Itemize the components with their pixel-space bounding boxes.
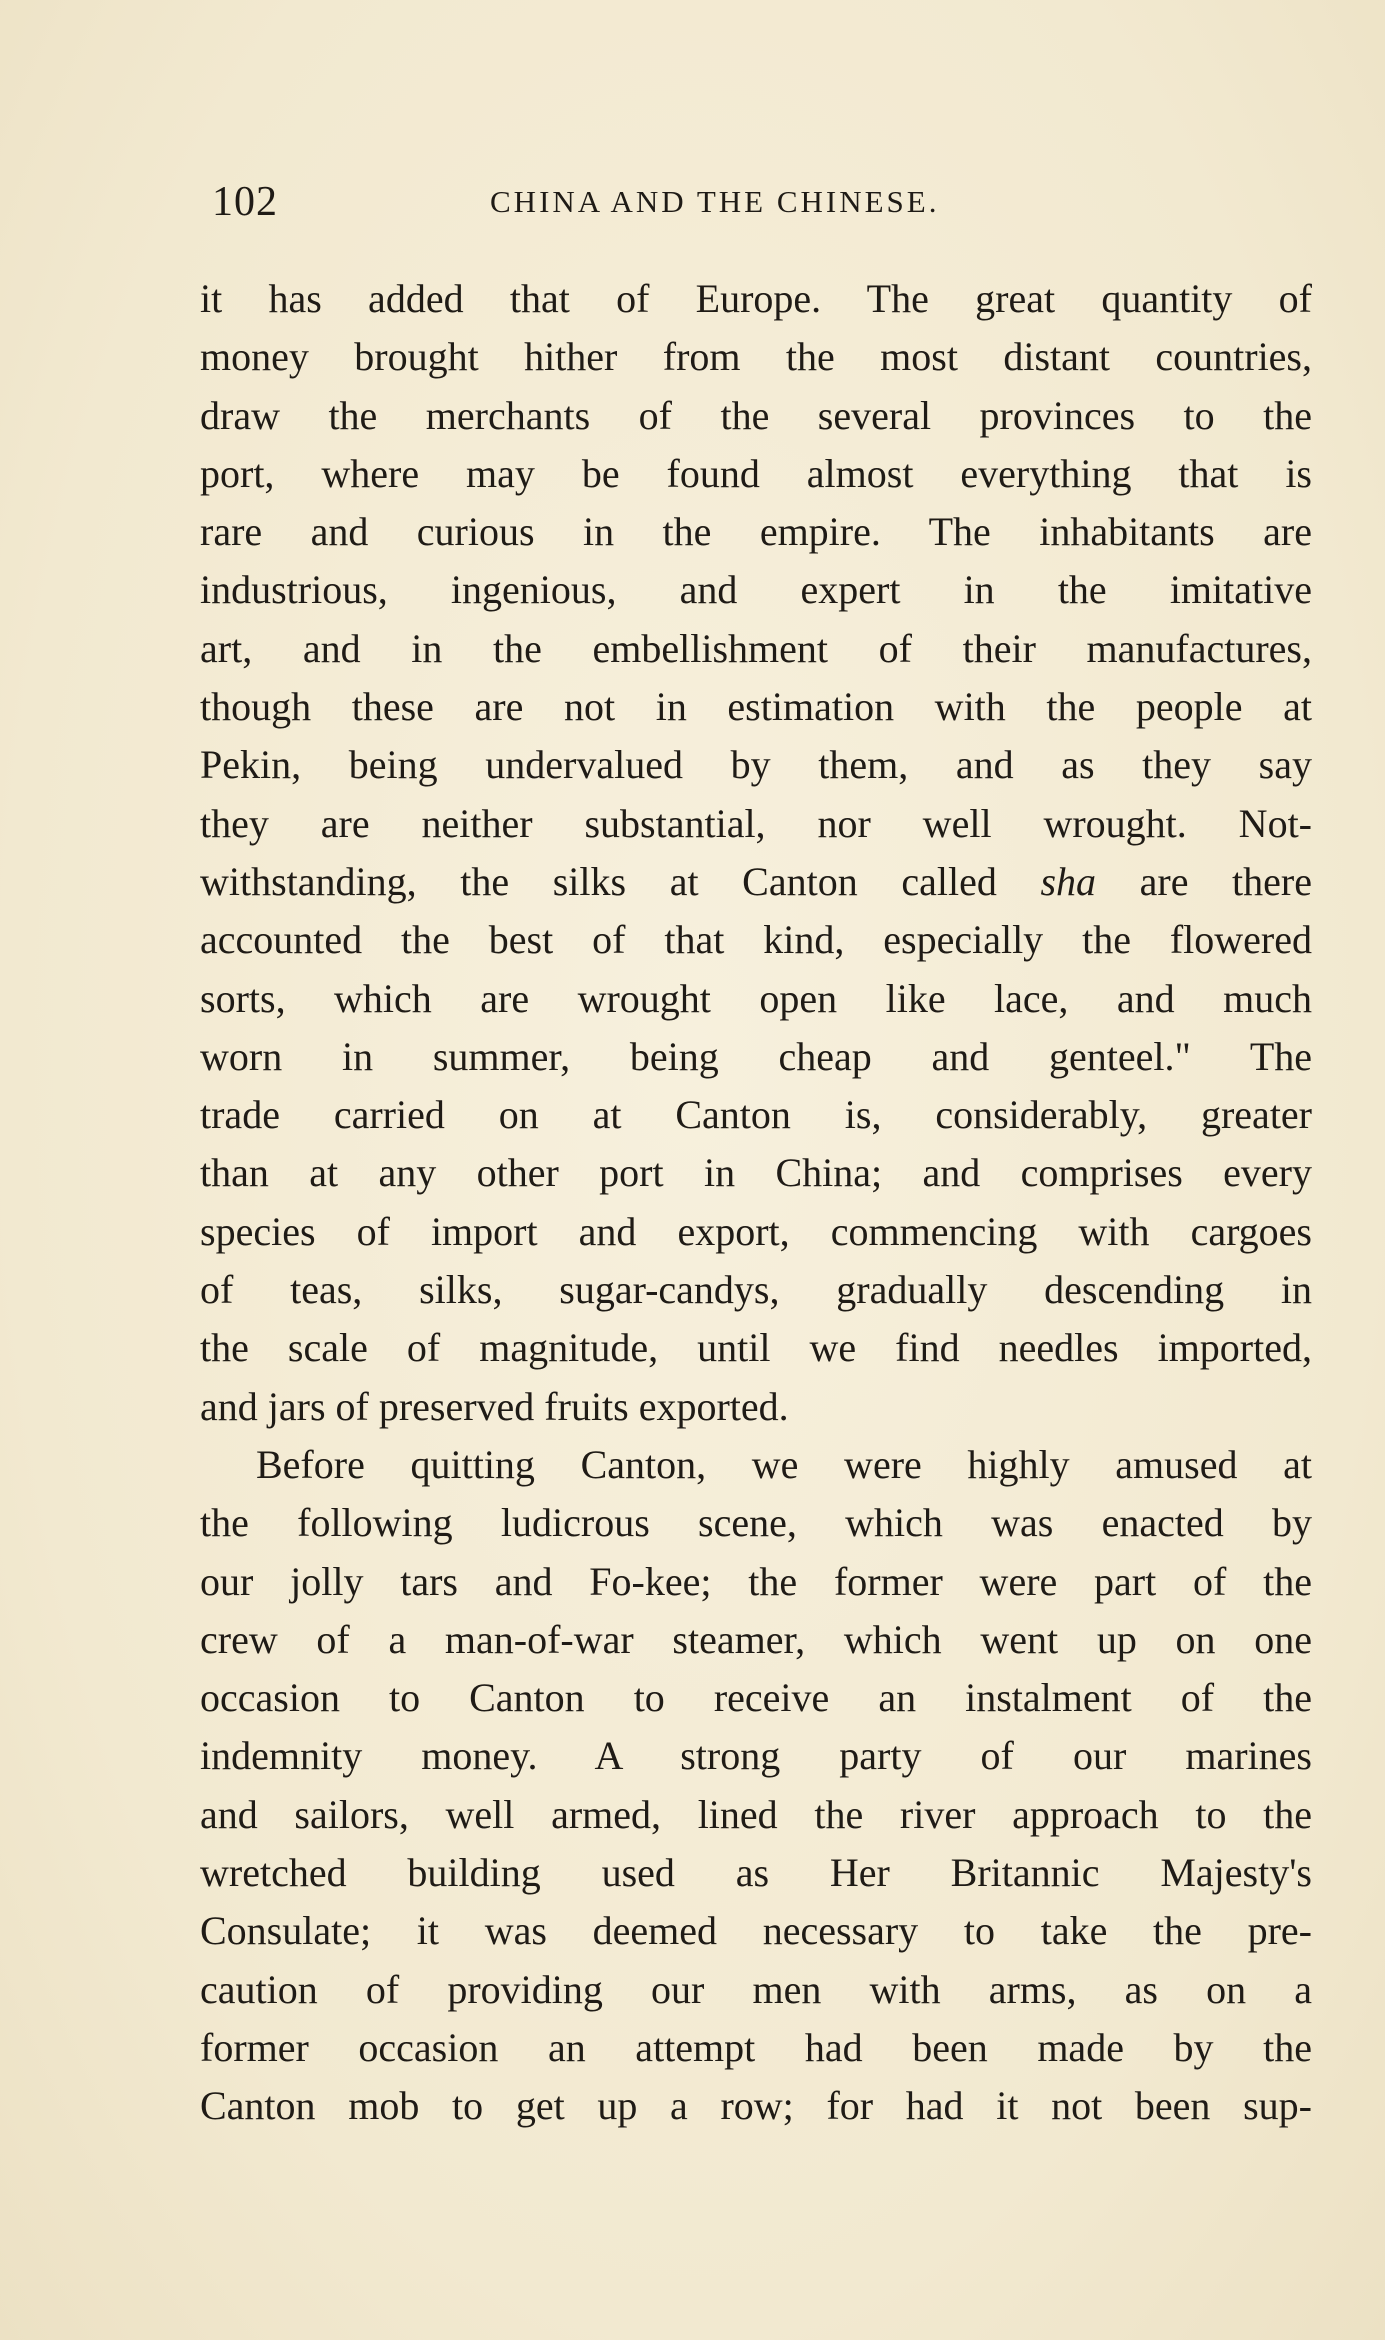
paragraph-2 <box>200 1436 1312 2136</box>
italic-term: sha <box>1040 858 1097 904</box>
text-line: money brought hither from the most distant countries, <box>200 334 1312 380</box>
text-line: port, where may be found almost everything that is <box>200 450 1312 496</box>
text-line: industrious, ingenious, and expert in the imitative <box>200 567 1312 613</box>
text-line: wretched building used as Her Britannic Majesty's <box>200 1850 1312 1896</box>
text-line: draw the merchants of the several provinces to the <box>200 392 1312 438</box>
text-line: trade carried on at Canton is, considerably, greater <box>200 1092 1312 1138</box>
text-line: and sailors, well armed, lined the river approach to the <box>200 1791 1312 1837</box>
text-line: accounted the best of that kind, especially the flowered <box>200 917 1312 963</box>
body-text <box>200 270 1312 2136</box>
text-line: the following ludicrous scene, which was enacted by <box>200 1500 1312 1546</box>
text-line: though these are not in estimation with the people at <box>200 684 1312 730</box>
text-line: rare and curious in the empire. The inhabitants are <box>200 509 1312 555</box>
text-line: than at any other port in China; and comprises every <box>200 1150 1312 1196</box>
line-tail: are there <box>1139 858 1312 904</box>
text-line: Canton mob to get up a row; for had it not been sup- <box>200 2083 1312 2129</box>
text-line: it has added that of Europe. The great quantity of <box>200 276 1312 321</box>
running-title: CHINA AND THE CHINESE. <box>490 184 940 219</box>
paragraph-1 <box>200 270 1312 1436</box>
page-number: 102 <box>212 179 278 225</box>
text-line: indemnity money. A strong party of our marines <box>200 1733 1312 1779</box>
text-line: species of import and export, commencing with cargoes <box>200 1208 1312 1254</box>
text-line: occasion to Canton to receive an instalment of the <box>200 1675 1312 1721</box>
text-line: Before quitting Canton, we were highly amused at <box>256 1441 1312 1487</box>
text-line-with-italic <box>200 853 1312 911</box>
text-line: worn in summer, being cheap and genteel." The <box>200 1033 1312 1079</box>
text-line: crew of a man-of-war steamer, which went up on one <box>200 1616 1312 1662</box>
line-head: withstanding, the silks at Canton called <box>200 858 997 904</box>
text-line: caution of providing our men with arms, as on a <box>200 1966 1312 2012</box>
text-line: sorts, which are wrought open like lace, and much <box>200 975 1312 1021</box>
text-line: Consulate; it was deemed necessary to take the pre- <box>200 1908 1312 1954</box>
text-line: art, and in the embellishment of their manufactures, <box>200 625 1312 671</box>
text-line: and jars of preserved fruits exported. <box>200 1383 789 1429</box>
text-line: they are neither substantial, nor well wrought. Not- <box>200 800 1312 846</box>
text-line: Pekin, being undervalued by them, and as they say <box>200 742 1312 788</box>
running-head <box>200 178 1180 228</box>
text-line: of teas, silks, sugar-candys, gradually descending in <box>200 1267 1312 1313</box>
text-line: former occasion an attempt had been made by the <box>200 2024 1312 2070</box>
text-line: our jolly tars and Fo-kee; the former were part of the <box>200 1558 1312 1604</box>
text-line: the scale of magnitude, until we find needles imported, <box>200 1325 1312 1371</box>
